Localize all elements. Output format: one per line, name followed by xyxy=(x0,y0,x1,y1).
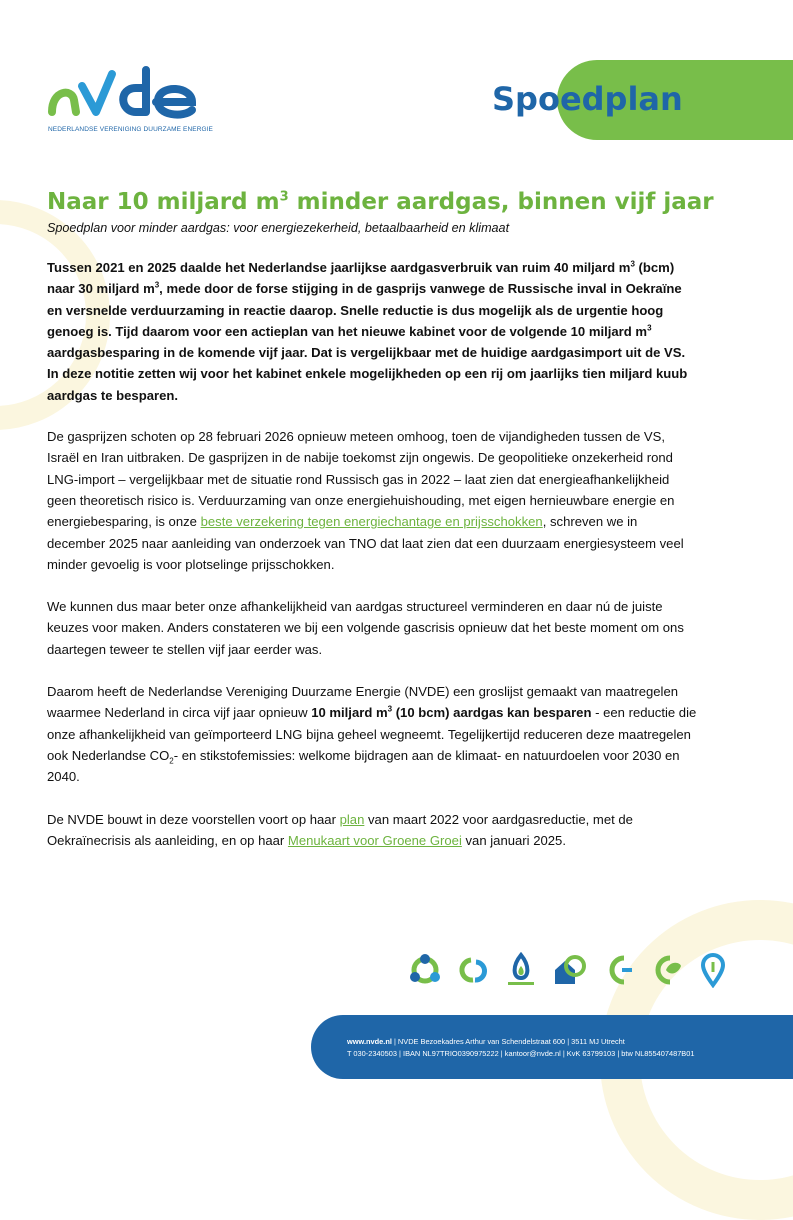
theme-icons xyxy=(408,950,730,990)
document-type-label: Spoedplan xyxy=(492,80,683,118)
page-title: Naar 10 miljard $m^3$ minder aardgas, binnen vijf jaar xyxy=(47,189,714,215)
page-subtitle: Spoedplan voor minder aardgas: voor energiezekerheid, betaalbaarheid en klimaat xyxy=(47,221,510,235)
paragraph-previous-plans: De NVDE bouwt in deze voorstellen voort op haar plan van maart 2022 voor aardgasreductie, met de Oekraïnecrisis als aanleiding, en op haar Menukaart voor Groene Groei van januari 2025. xyxy=(47,811,633,848)
intro-paragraph: Tussen 2021 en 2025 daalde het Nederlandse jaarlijkse aardgasverbruik van ruim 40 miljard $m^3$ (bcm) naar 30 miljard $m^3$, mede door de forse stijging in de gasprijs vanwege de Russische inval in Oekraïne en versnelde verduurzaming in reactie daarop. Snelle reductie is dus mogelijk als de urgentie hoog genoeg is. Tijd daarom voor een actieplan van het nieuwe kabinet voor de volgende 10 miljard $m^3$ aardgasbesparing in de komende vijf jaar. Dat is vergelijkbaar met de huidige aardgasimport uit de VS. In deze notitie zetten wij voor het kabinet enkele mogelijkheden op een rij om jaarlijks tien miljard kuub aardgas te besparen. xyxy=(47,259,688,403)
link-plan[interactable]: plan xyxy=(339,811,365,827)
gas-flame-icon xyxy=(504,952,538,988)
footer-bar xyxy=(311,1015,793,1079)
logo-tagline: NEDERLANDSE VERENIGING DUURZAME ENERGIE xyxy=(48,126,213,133)
footer-website[interactable]: www.nvde.nl xyxy=(347,1037,392,1046)
link-verzekering[interactable]: beste verzekering tegen energiechantage en prijsschokken xyxy=(200,514,543,530)
paragraph-gas-prices: De gasprijzen schoten op 28 februari 2026 opnieuw meteen omhoog, toen de vijandigheden tussen de VS, Israël en Iran uitbraken. De gasprijzen in de nabije toekomst zijn ongewis. De geopolitieke onzekerheid rond LNG-import – vergelijkbaar met de situatie rond Russisch gas in 2022 – laat zien dat energieafhankelijkheid geen theoretisch risico is. Verduurzaming van onze energiehuishouding, met eigen hernieuwbare energie en energiebesparing, is onze beste verzekering tegen energiechantage en prijsschokken, schreven we in december 2025 naar aanleiding van onderzoek van TNO dat laat zien dat een duurzaam energiesysteem veel minder gevoelig is voor plotselinge prijsschokken. xyxy=(47,429,684,572)
paragraph-dependence: We kunnen dus maar beter onze afhankelijkheid van aardgas structureel verminderen en daar nú de juiste keuzes voor maken. Anders constateren we bij een volgende gascrisis opnieuw dat het beste moment om ons daartegen teweer te stellen vijf jaar eerder was. xyxy=(47,599,684,657)
network-icon xyxy=(408,952,442,988)
leaf-plug-icon xyxy=(648,952,682,988)
location-pin-icon xyxy=(696,952,730,988)
footer-contact: T 030-2340503 | IBAN NL97TRIO0390975222 | kantoor@nvde.nl | KvK 63799103 | btw NL855407487B01 xyxy=(347,1049,695,1058)
link-menukaart[interactable]: Menukaart voor Groene Groei xyxy=(287,832,462,848)
recycle-icon xyxy=(456,952,490,988)
house-icon xyxy=(552,952,586,988)
car-plug-icon xyxy=(600,952,634,988)
paragraph-nvde-list: Daarom heeft de Nederlandse Vereniging Duurzame Energie (NVDE) een groslijst gemaakt van maatregelen waarmee Nederland in circa vijf jaar opnieuw 10 miljard $m^3$ (10 bcm) aardgas kan besparen - een reductie die onze afhankelijkheid van geïmporteerd LNG bijna geheel wegneemt. Tegelijkertijd reduceren deze maatregelen ook Nederlandse $CO_2-$ en stikstofemissies: welkome bijdragen aan de klimaat- en natuurdoelen voor 2030 en 2040. xyxy=(47,684,697,785)
document-body xyxy=(47,187,714,851)
footer-address: www.nvde.nl | NVDE Bezoekadres Arthur van Schendelstraat 600 | 3511 MJ Utrecht xyxy=(347,1037,625,1046)
